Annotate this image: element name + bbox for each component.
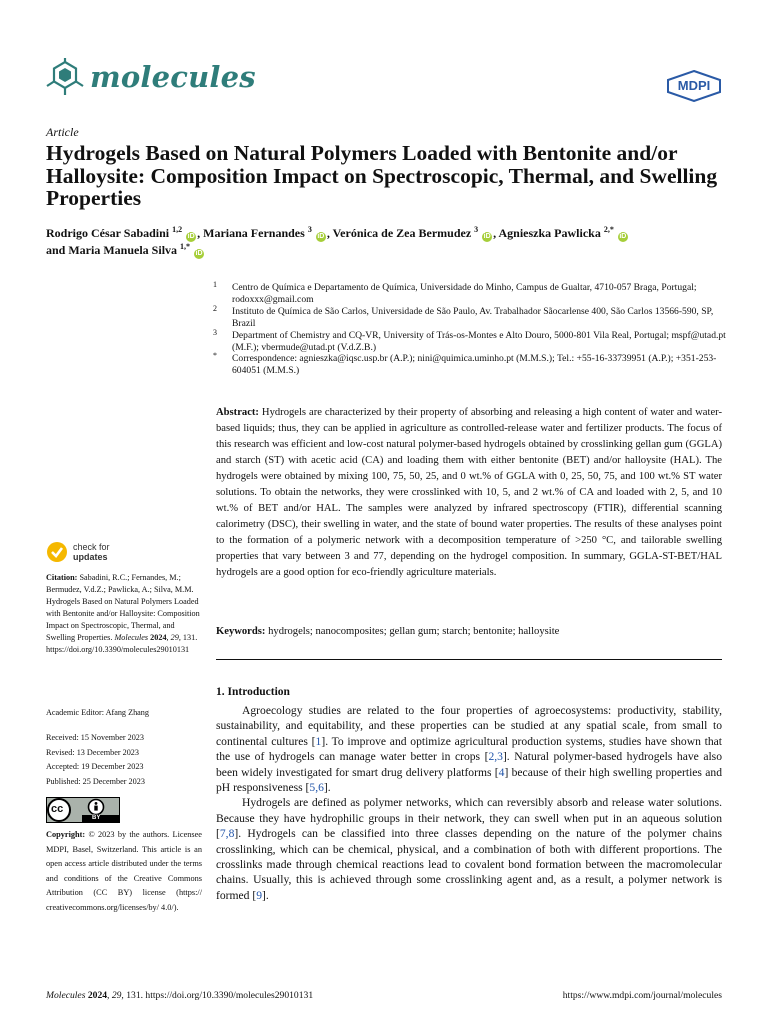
author-affil-sup: 1,* — [180, 242, 191, 251]
dates-block — [46, 731, 202, 789]
date-accepted: Accepted: 19 December 2023 — [46, 762, 144, 771]
author-list: Rodrigo César Sabadini $^{1,2}$ iD , Mariana Fernandes $^3$ iD , Verónica de Zea Bermudez $^3$ iD , Agnieszka Pawlicka $^{2,*}$ iD and Maria Manuela Silva $^{1,*}$ iD — [46, 225, 627, 257]
affiliation-item — [213, 353, 733, 377]
footer-journal-url[interactable]: https://www.mdpi.com/journal/molecules — [562, 990, 722, 1001]
journal-logo — [46, 58, 256, 96]
text-run: ]. — [262, 888, 269, 902]
affiliation-mark: 1 — [213, 280, 217, 289]
footer-year: 2024 — [87, 990, 108, 1001]
date-revised: Revised: 13 December 2023 — [46, 747, 139, 757]
orcid-icon[interactable]: iD — [483, 233, 491, 240]
citation-volume: 29 — [170, 633, 179, 642]
affiliation-text: Instituto de Química de São Carlos, Universidade de São Paulo, Av. Trabalhador Sãocarlense 400, São Carlos 13566-590, SP, Brazil — [232, 305, 714, 329]
citation-text: Sabadini, R.C.; Fernandes, M.; Bermudez, V.d.Z.; Pawlicka, A.; Silva, M.M. Hydrogels Based on Natural Polymers Loaded with Bentonite and/or Halloysite: Composition Impact on Spectroscopic, Thermal, and Swelling Properties. — [46, 573, 200, 642]
footer-journal: Molecules — [46, 990, 86, 1001]
cc-by-badge[interactable] — [46, 797, 120, 828]
footer-citation: Molecules 2024, 29, 131. https://doi.org/10.3390/molecules29010131 — [46, 990, 314, 1001]
molecule-icon — [46, 58, 84, 96]
orcid-icon[interactable]: iD — [187, 233, 195, 240]
citation-link[interactable]: 9 — [256, 888, 263, 902]
affiliation-mark: * — [213, 351, 217, 361]
orcid-icon[interactable]: iD — [195, 250, 203, 257]
abstract-text: Hydrogels are characterized by their property of absorbing and releasing a high content of water and water-based liquids; thus, they can be applied in agriculture as controlled-release water and fertilizer products. The focus of this research was efficient and low-cost natural polymer-based hydrogels obtained by crosslinking gellan gum (GGLA) and starch (ST) with acetic acid (CA) and loading them with either bentonite (BET) and/or halloysite (HAL). The hydrogels were obtained by mixing 100, 75, 50, 25, and 0 wt.% of GGLA with 0, 25, 50, 75, and 100 wt.% ST water solutions. To obtain the networks, they were crosslinked with 10, 5, and 2 wt.% of CA and loaded with 2, 5, and 10 wt.% of BET and/or HAL. The samples were analyzed by infrared spectroscopy (FTIR), differential scanning calorimetry (DSC), their swelling in water, and the state of bound water properties. The results of these analyses point to the formation of a polymeric network with a decomposition temperature of >250 °C, and tailorable swelling properties that vary between 3 and 77, depending on the hydrogel composition. In summary, GGLA-ST-BET/HAL hydrogels are a good option for eco-friendly agriculture materials. — [216, 407, 722, 578]
copyright-block — [46, 828, 202, 915]
cc-by-text: BY — [92, 815, 101, 821]
author-affil-sup: 2,* — [603, 225, 614, 234]
author-affil-sup: 3 — [307, 225, 312, 234]
check-for-updates-badge[interactable] — [46, 541, 110, 563]
paragraph — [216, 795, 722, 903]
text-run: Agroecology studies are related to the four properties of agroecosystems: productivity, stability, sustainability, and equitability, and these properties can be studied at any spatial scale, from small to continental cultures [ — [216, 704, 722, 748]
citation-label: Citation: — [46, 573, 78, 582]
copyright-text: © 2023 by the authors. Licensee MDPI, Basel, Switzerland. This article is an open access article distributed under the terms and conditions of the Creative Commons Attribution (CC BY) license (https:// creativecommons.org/licenses/by/ 4.0/). — [46, 830, 202, 912]
citation-journal: Molecules — [114, 633, 149, 642]
divider — [216, 659, 722, 660]
copyright-label: Copyright: — [46, 830, 86, 839]
mdpi-logo — [666, 70, 722, 107]
cc-cc-text: cc — [51, 803, 64, 815]
date-published: Published: 25 December 2023 — [46, 776, 145, 786]
text-run: ]. To improve and optimize agricultural production systems, studies have shown that the use of hydrogels can manage water better in crops [ — [216, 734, 722, 764]
keywords-text: hydrogels; nanocomposites; gellan gum; starch; bentonite; halloysite — [268, 626, 560, 637]
citation-link[interactable]: 7,8 — [219, 827, 235, 841]
citation-link[interactable]: 5,6 — [309, 781, 324, 795]
article-type: Article — [46, 125, 79, 139]
citation-link[interactable]: 2,3 — [488, 750, 503, 764]
affiliation-mark: 2 — [213, 303, 217, 313]
text-run: Hydrogels are defined as polymer networks, which can reversibly absorb and release water solutions. Because they have hydrophilic groups in their network, they can swell when put in an aqueous solution [ — [216, 796, 722, 841]
author-affil-sup: 3 — [474, 225, 479, 234]
orcid-icon[interactable]: iD — [619, 233, 627, 240]
paragraph — [216, 703, 722, 795]
text-run: ]. — [323, 781, 331, 795]
publisher-name: MDPI — [677, 78, 711, 93]
keywords-label: Keywords: — [216, 626, 266, 637]
author-name[interactable]: Verónica de Zea Bermudez — [332, 226, 472, 240]
page-title: Hydrogels Based on Natural Polymers Loaded with Bentonite and/or Halloysite: Composition Impact on Spectroscopic, Thermal, and Swelling Properties — [46, 141, 718, 210]
author-name[interactable]: Mariana Fernandes — [203, 226, 305, 240]
text-run: ]. Hydrogels can be classified into three classes depending on the nature of the polymer chains crosslinking, which can be chemical, physical, and a combination of both with different proportions. The crosslinks made through chemical reactions lead to covalent bond formation between the macromolecular chains. Usually, this is achieved through some crosslinking agent and, as a result, a polymer network is formed [ — [216, 827, 722, 902]
citation-year: 2024 — [150, 633, 167, 642]
section-heading: 1. Introduction — [216, 686, 290, 698]
affiliation-item — [213, 303, 733, 330]
check-updates-icon — [46, 541, 68, 563]
footer-volume: 29 — [111, 990, 122, 1001]
date-received: Received: 15 November 2023 — [46, 733, 144, 742]
check-updates-line1: check for — [73, 542, 110, 552]
affiliation-text: Department of Chemistry and CQ-VR, University of Trás-os-Montes e Alto Douro, 5000-801 Vila Real, Portugal; mspf@utad.pt (M.F.); vbermude@utad.pt (V.d.Z.B.) — [232, 329, 726, 353]
abstract-label: Abstract: — [216, 407, 259, 418]
text-run: ] because of their high swelling properties and pH responsiveness [ — [216, 765, 722, 795]
author-affil-sup: 1,2 — [172, 225, 183, 234]
affiliation-text: Centro de Química e Departamento de Química, Universidade do Minho, Campus de Gualtar, 4710-057 Braga, Portugal; rodoxxx@gmail.com — [232, 282, 697, 305]
citation-link[interactable]: 1 — [315, 734, 322, 748]
check-updates-line2: updates — [73, 552, 108, 562]
affiliation-item — [213, 327, 733, 354]
academic-editor: Academic Editor: Afang Zhang — [46, 708, 149, 717]
journal-name: molecules — [90, 60, 256, 94]
citation-link[interactable]: 4 — [498, 765, 505, 779]
keywords — [216, 626, 722, 637]
author-name[interactable]: Maria Manuela Silva — [68, 243, 178, 257]
affiliation-item — [213, 282, 733, 306]
author-conjunction: and — [46, 243, 66, 257]
orcid-icon[interactable]: iD — [317, 233, 325, 240]
author-name[interactable]: Agnieszka Pawlicka — [498, 226, 601, 240]
citation-doi[interactable]: , 131. https://doi.org/10.3390/molecules29010131 — [46, 633, 198, 654]
footer-doi[interactable]: , 131. https://doi.org/10.3390/molecules29010131 — [121, 990, 314, 1001]
abstract — [216, 405, 722, 580]
body-text — [216, 703, 722, 903]
affiliations — [213, 282, 733, 377]
text-run: ]. Natural polymer-based hydrogels have also been widely investigated for smart drug delivery platforms [ — [216, 750, 722, 779]
affiliation-mark: 3 — [213, 327, 217, 337]
citation-block: Citation: Sabadini, R.C.; Fernandes, M.; Bermudez, V.d.Z.; Pawlicka, A.; Silva, M.M. Hydrogels Based on Natural Polymers Loaded with Bentonite and/or Halloysite: Composition Impact on Spectroscopic, Thermal, and Swelling Properties. Molecules 2024, 29, 131. https://doi.org/10.3390/molecules29010131 — [46, 573, 200, 654]
author-name[interactable]: Rodrigo César Sabadini — [46, 226, 170, 240]
affiliation-text: Correspondence: agnieszka@iqsc.usp.br (A.P.); nini@quimica.uminho.pt (M.M.S.); Tel.: +55-16-33739951 (A.P.); +351-253-604051 (M.M.S.) — [232, 353, 717, 377]
